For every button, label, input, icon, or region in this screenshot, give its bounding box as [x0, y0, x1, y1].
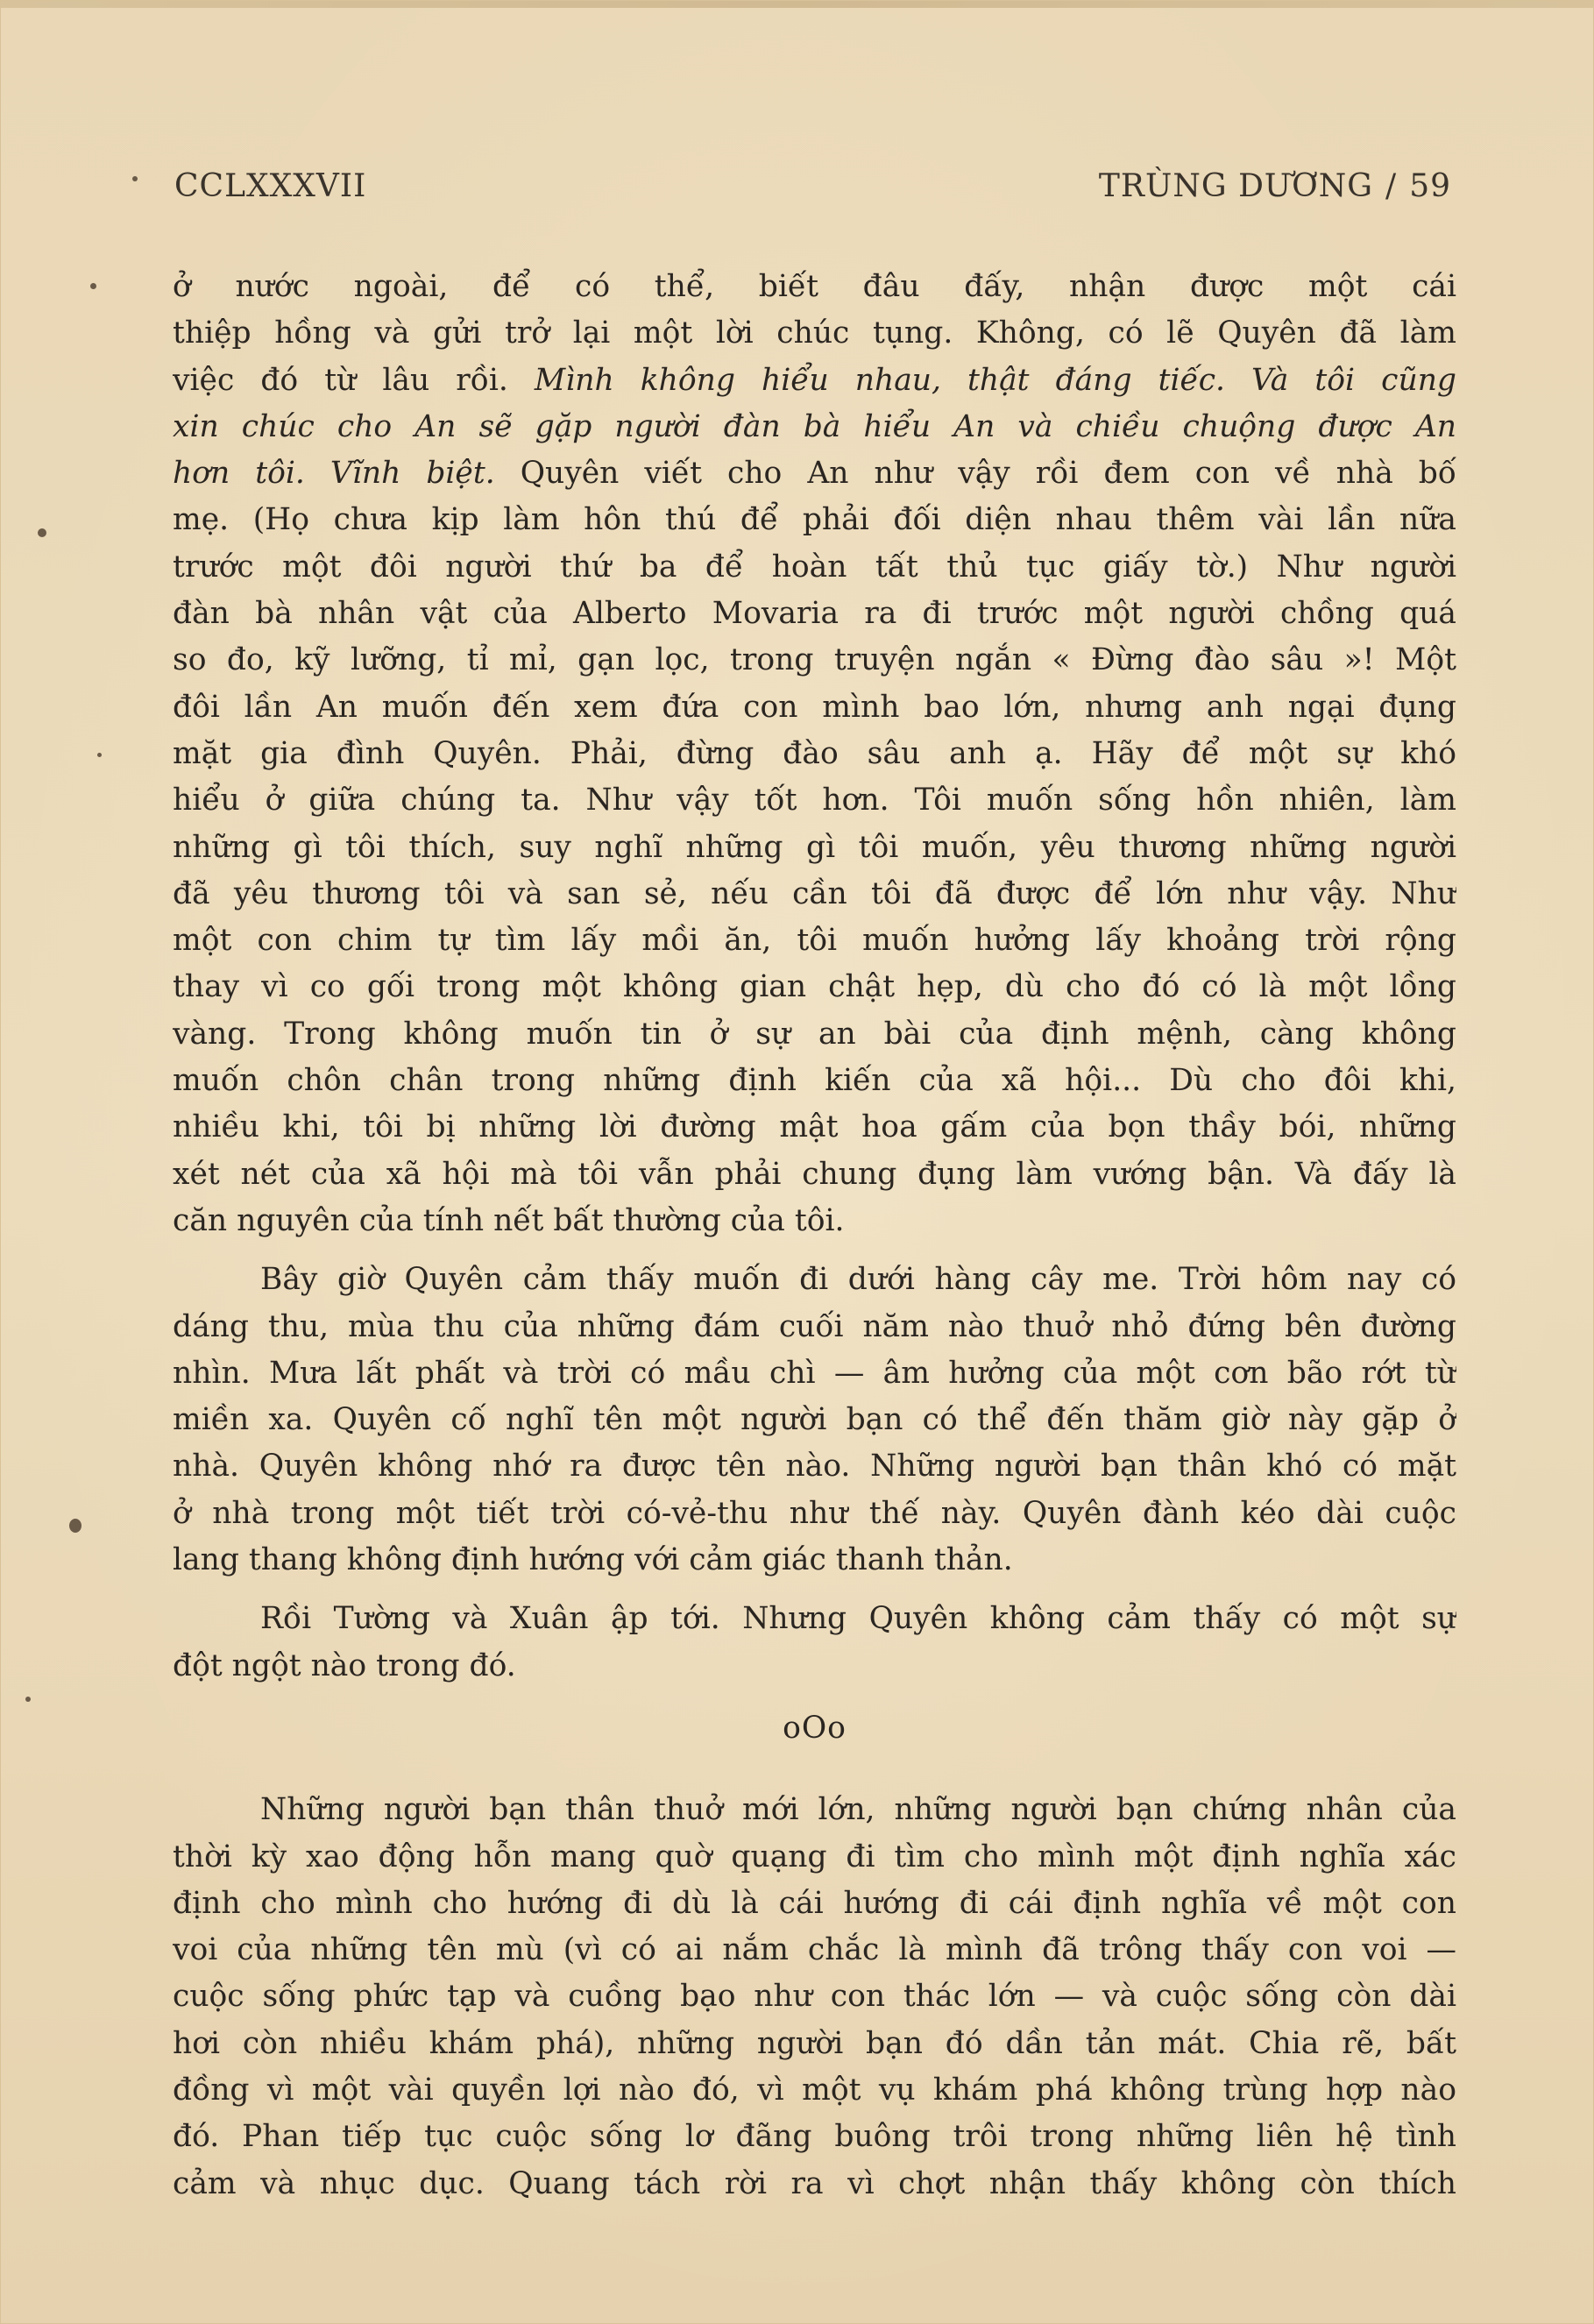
- text-line: trước một đôi người thứ ba để hoàn tất thủ tục giấy tờ.) Như người: [173, 549, 1456, 585]
- paragraph-4: [173, 1787, 1456, 2207]
- text-line: hiểu ở giữa chúng ta. Như vậy tốt hơn. Tôi muốn sống hồn nhiên, làm: [173, 783, 1456, 818]
- italic-line: xin chúc cho An sẽ gặp người đàn bà hiểu An và chiều chuộng được An: [173, 408, 1456, 444]
- page-number: 59: [1409, 167, 1451, 204]
- paragraph-2: [173, 1257, 1456, 1584]
- text-line: muốn chôn chân trong những định kiến của xã hội... Dù cho đôi khi,: [173, 1063, 1456, 1099]
- text-line: so đo, kỹ lưỡng, tỉ mỉ, gạn lọc, trong truyện ngắn « Đừng đào sâu »! Một: [173, 642, 1456, 678]
- text-line: vàng. Trong không muốn tin ở sự an bài của định mệnh, càng không: [173, 1016, 1456, 1052]
- text-line: định cho mình cho hướng đi dù là cái hướng đi cái định nghĩa về một con: [173, 1885, 1456, 1921]
- page-speck: [69, 1519, 81, 1533]
- text-line: đó. Phan tiếp tục cuộc sống lơ đãng buông trôi trong những liên hệ tình: [173, 2119, 1456, 2155]
- text-line: [173, 450, 1456, 497]
- text-line: cảm và nhục dục. Quang tách rời ra vì chợt nhận thấy không còn thích: [173, 2165, 1456, 2201]
- page-body: [173, 264, 1456, 2207]
- text-line: mẹ. (Họ chưa kịp làm hôn thú để phải đối diện nhau thêm vài lần nữa: [173, 502, 1456, 538]
- text-line: căn nguyên của tính nết bất thường của tôi.: [173, 1202, 845, 1238]
- text-line: mặt gia đình Quyên. Phải, đừng đào sâu anh ạ. Hãy để một sự khó: [173, 735, 1456, 771]
- author-name: TRÙNG DƯƠNG: [1098, 167, 1374, 204]
- text-line: voi của những tên mù (vì có ai nắm chắc là mình đã trông thấy con voi —: [173, 1932, 1456, 1968]
- text-line: Những người bạn thân thuở mới lớn, những người bạn chứng nhân của: [260, 1792, 1456, 1828]
- text-line: một con chim tự tìm lấy mồi ăn, tôi muốn hưởng lấy khoảng trời rộng: [173, 923, 1456, 959]
- paragraph-1: [173, 264, 1456, 1244]
- running-header: [174, 164, 1451, 208]
- text-line: thiệp hồng và gửi trở lại một lời chúc tụng. Không, có lẽ Quyên đã làm: [173, 315, 1456, 351]
- page-speck: [97, 753, 102, 757]
- text-segment: Quyên viết cho An như vậy rồi đem con về nhà bố: [520, 456, 1456, 492]
- text-line: dáng thu, mùa thu của những đám cuối năm nào thuở nhỏ đứng bên đường: [173, 1308, 1456, 1344]
- text-line: nhà. Quyên không nhớ ra được tên nào. Những người bạn thân khó có mặt: [173, 1449, 1456, 1484]
- text-line: đôi lần An muốn đến xem đứa con mình bao lớn, nhưng anh ngại đụng: [173, 689, 1456, 725]
- section-separator: oOo: [783, 1710, 847, 1746]
- text-line: đột ngột nào trong đó.: [173, 1647, 516, 1683]
- header-right: [1099, 168, 1451, 204]
- header-separator: /: [1385, 167, 1398, 204]
- text-line: nhìn. Mưa lất phất và trời có mầu chì — âm hưởng của một cơn bão rớt từ: [173, 1355, 1456, 1391]
- text-line: đàn bà nhân vật của Alberto Movaria ra đi trước một người chồng quá: [173, 596, 1456, 632]
- page-speck: [25, 1697, 31, 1702]
- text-line: đồng vì một vài quyền lợi nào đó, vì một vụ khám phá không trùng hợp nào: [173, 2072, 1456, 2108]
- page-speck: [38, 528, 46, 537]
- italic-text: Mình không hiểu nhau, thật đáng tiếc. Và tôi cũng: [534, 362, 1456, 398]
- text-line: miền xa. Quyên cố nghĩ tên một người bạn có thể đến thăm giờ này gặp ở: [173, 1402, 1456, 1438]
- text-line: [173, 358, 1456, 404]
- text-line: Rồi Tường và Xuân ập tới. Nhưng Quyên không cảm thấy có một sự: [260, 1601, 1456, 1637]
- paragraph-3: [173, 1596, 1456, 1690]
- italic-text: hơn tôi. Vĩnh biệt.: [173, 456, 495, 492]
- text-line: cuộc sống phức tạp và cuồng bạo như con thác lớn — và cuộc sống còn dài: [173, 1979, 1456, 2015]
- text-line: nhiều khi, tôi bị những lời đường mật hoa gấm của bọn thầy bói, những: [173, 1109, 1456, 1145]
- text-line: những gì tôi thích, suy nghĩ những gì tôi muốn, yêu thương những người: [173, 829, 1456, 865]
- text-line: lang thang không định hướng với cảm giác thanh thản.: [173, 1542, 1013, 1578]
- page-speck: [132, 176, 138, 181]
- chapter-number: CCLXXXVII: [174, 167, 367, 204]
- text-line: ở nhà trong một tiết trời có-vẻ-thu như thế này. Quyên đành kéo dài cuộc: [173, 1495, 1456, 1531]
- text-line: thay vì co gối trong một không gian chật hẹp, dù cho đó có là một lồng: [173, 969, 1456, 1005]
- text-line: đã yêu thương tôi và san sẻ, nếu cần tôi đã được để lớn như vậy. Như: [173, 875, 1456, 911]
- text-segment: việc đó từ lâu rồi.: [173, 362, 508, 398]
- text-line: ở nước ngoài, để có thể, biết đâu đấy, nhận được một cái: [173, 269, 1456, 304]
- page-speck: [90, 283, 96, 289]
- text-line: Bây giờ Quyên cảm thấy muốn đi dưới hàng cây me. Trời hôm nay có: [260, 1262, 1456, 1298]
- text-line: hơi còn nhiều khám phá), những người bạn đó dần tản mát. Chia rẽ, bất: [173, 2025, 1456, 2061]
- text-line: xét nét của xã hội mà tôi vẫn phải chung đụng làm vướng bận. Và đấy là: [173, 1156, 1456, 1192]
- text-line: thời kỳ xao động hỗn mang quờ quạng đi tìm cho mình một định nghĩa xác: [173, 1839, 1456, 1874]
